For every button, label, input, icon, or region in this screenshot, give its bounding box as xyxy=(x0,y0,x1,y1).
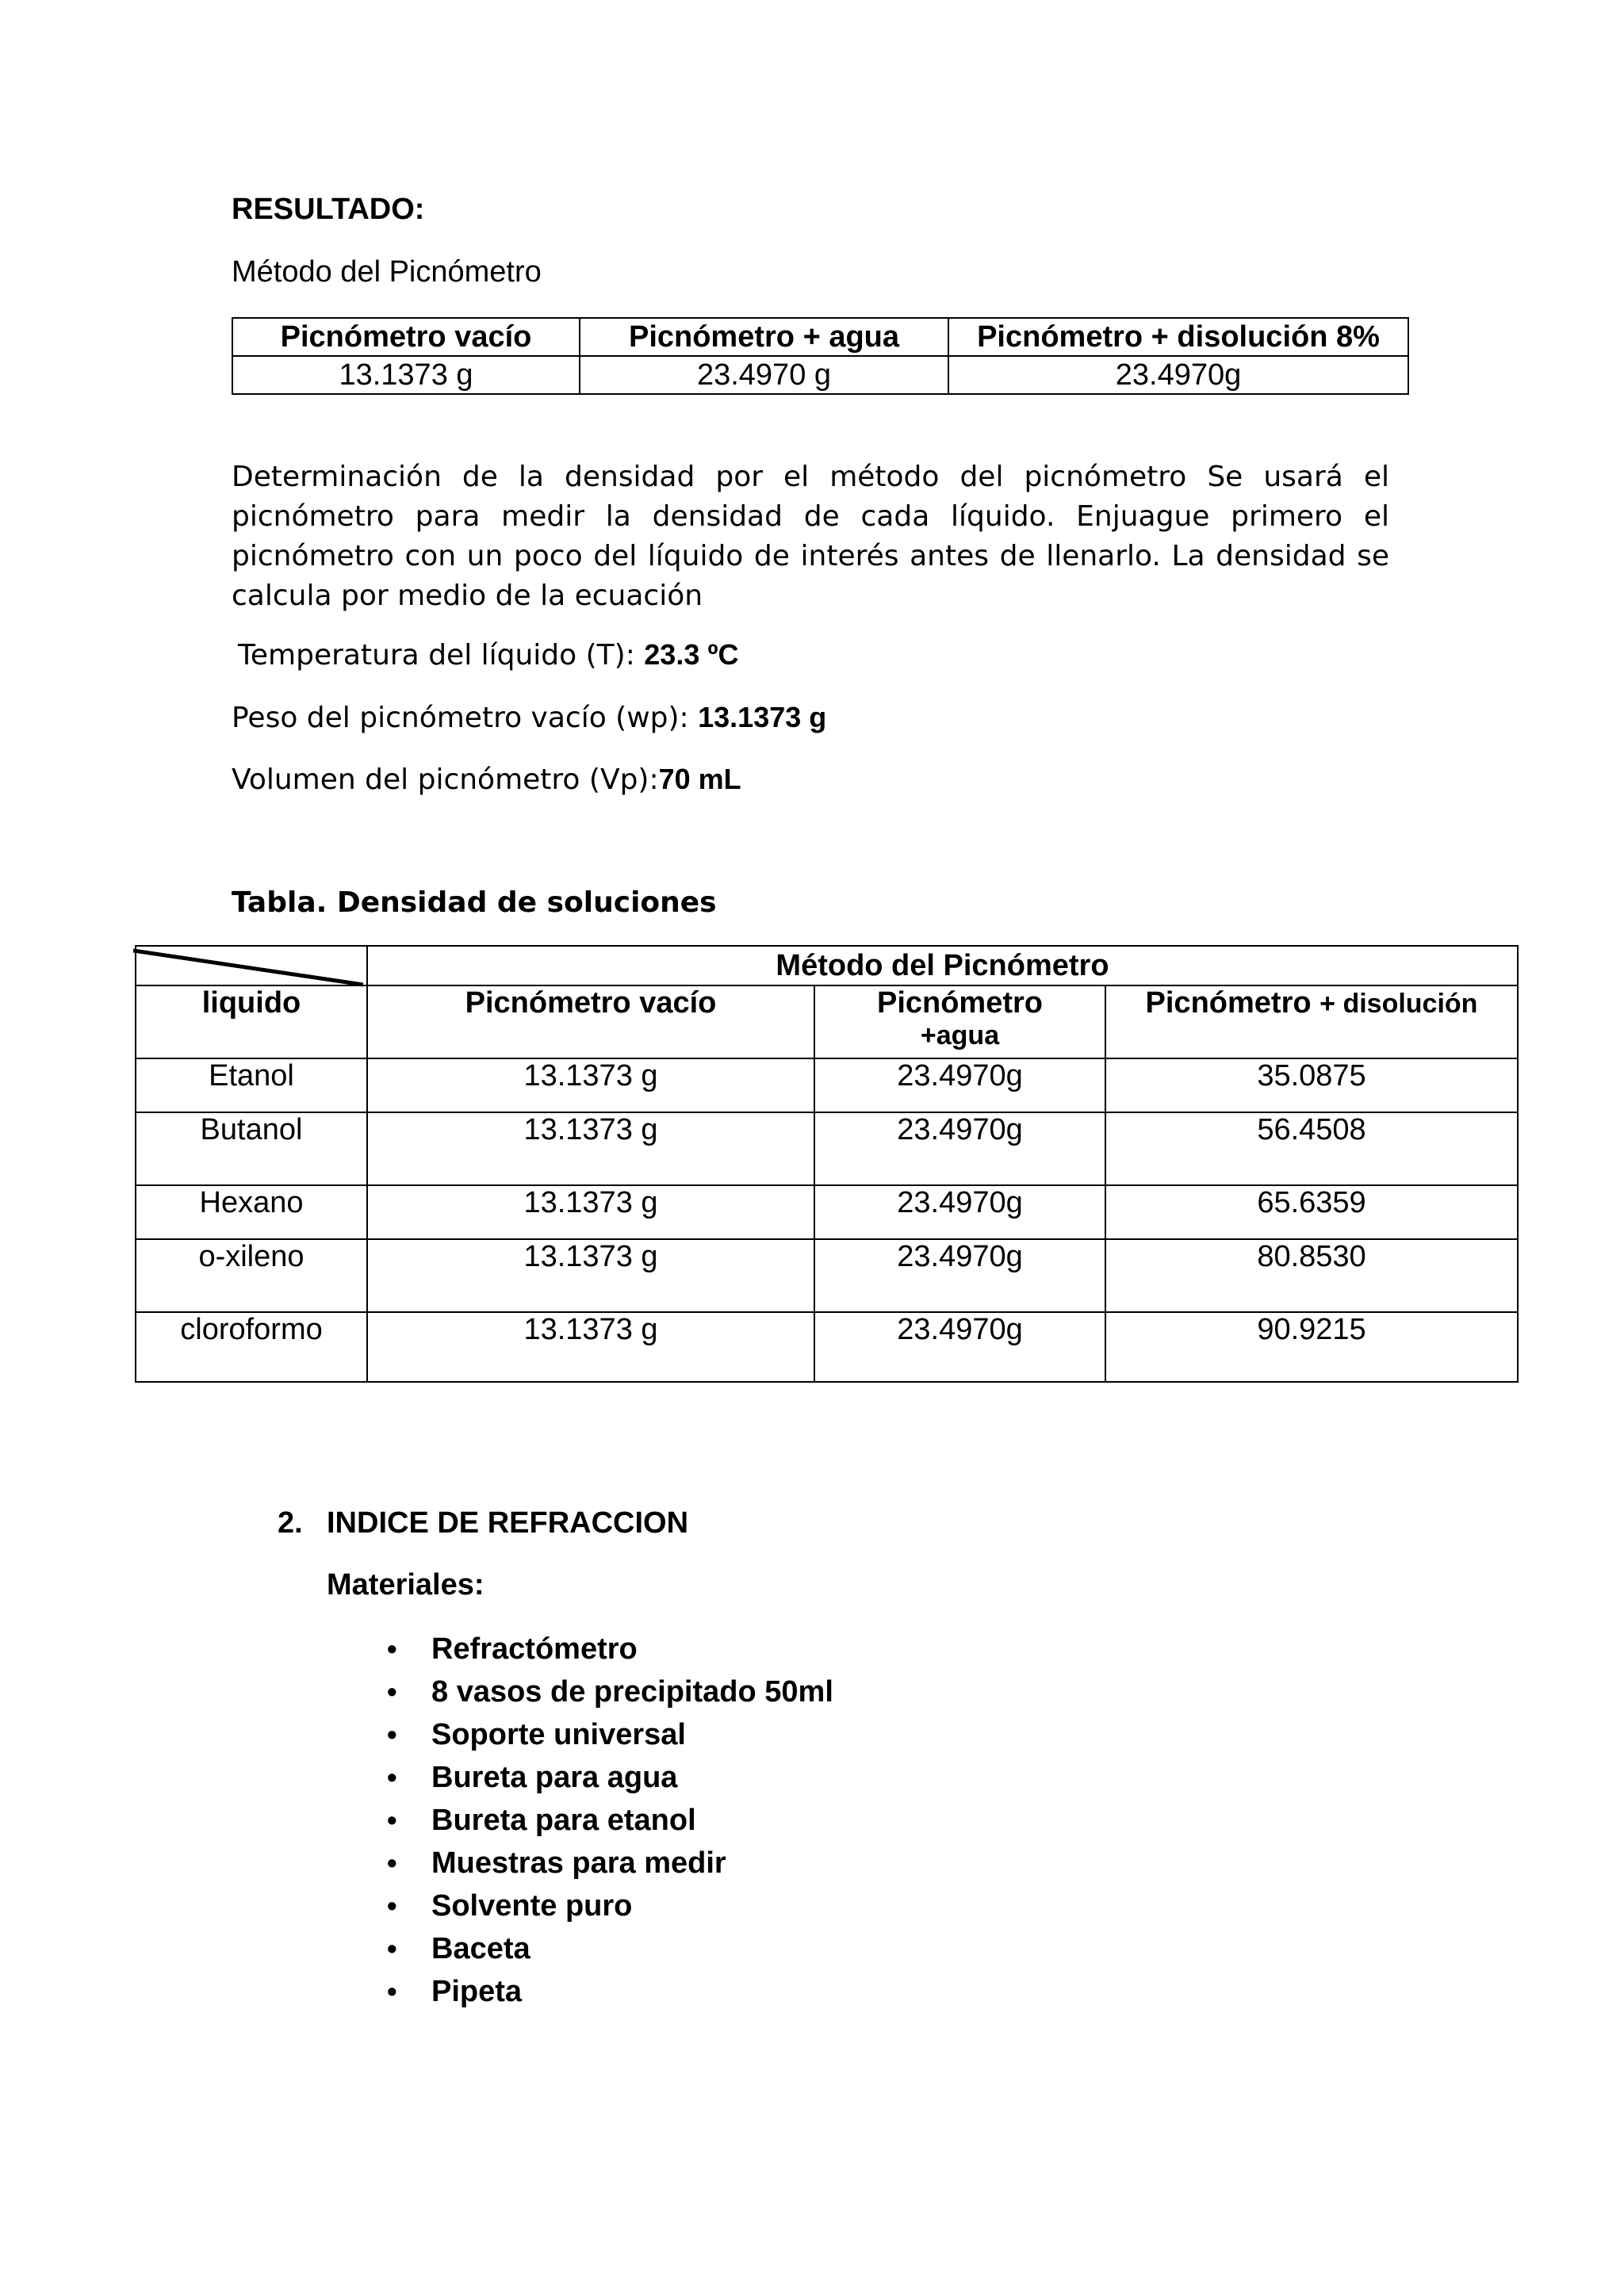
empty-weight-value: 13.1373 g xyxy=(698,701,827,733)
cell-solution: 65.6359 xyxy=(1105,1185,1518,1239)
temperature-line xyxy=(238,638,739,672)
header-water: Picnómetro + agua xyxy=(580,318,948,356)
list-item xyxy=(387,1970,833,2013)
cell-water: 23.4970g xyxy=(814,1312,1105,1382)
col-empty-header: Picnómetro vacío xyxy=(367,985,814,1058)
cell-solution: 35.0875 xyxy=(1105,1058,1518,1112)
group-header: Método del Picnómetro xyxy=(367,946,1518,985)
table-row xyxy=(232,356,1408,394)
cell-empty: 13.1373 g xyxy=(232,356,580,394)
cell-liquid: Etanol xyxy=(136,1058,367,1112)
list-item-label: Soporte universal xyxy=(431,1718,686,1751)
list-item xyxy=(387,1842,833,1885)
list-item xyxy=(387,1713,833,1756)
empty-weight-line xyxy=(232,701,826,734)
section-2-title: INDICE DE REFRACCION xyxy=(327,1506,689,1540)
list-item xyxy=(387,1628,833,1670)
bullet-icon: • xyxy=(387,1889,397,1922)
list-item-label: Solvente puro xyxy=(431,1889,633,1923)
materials-list xyxy=(387,1628,833,2013)
section-heading: RESULTADO: xyxy=(232,193,425,226)
cell-empty: 13.1373 g xyxy=(367,1185,814,1239)
table-row xyxy=(136,1185,1518,1239)
bullet-icon: • xyxy=(387,1675,397,1708)
list-item-label: Bureta para agua xyxy=(431,1761,678,1794)
materials-heading: Materiales: xyxy=(327,1568,485,1601)
col-solution-header-part1: Picnómetro xyxy=(1145,986,1312,1020)
pycnometer-summary-table xyxy=(232,317,1409,395)
list-item-label: Muestras para medir xyxy=(431,1846,726,1880)
col-solution-header-part2: + disolución xyxy=(1320,989,1478,1019)
cell-liquid: o-xileno xyxy=(136,1239,367,1312)
col-water-header-line1: Picnómetro xyxy=(876,986,1044,1020)
table-row xyxy=(136,1239,1518,1312)
table-header-row xyxy=(232,318,1408,356)
list-item xyxy=(387,1885,833,1927)
col-water-header xyxy=(814,985,1105,1058)
bullet-icon: • xyxy=(387,1932,397,1965)
temperature-value: 23.3 ºC xyxy=(644,638,739,671)
diagonal-corner-cell xyxy=(136,946,367,985)
col-solution-header xyxy=(1105,985,1518,1058)
cell-water: 23.4970g xyxy=(814,1185,1105,1239)
cell-liquid: Butanol xyxy=(136,1112,367,1185)
cell-empty: 13.1373 g xyxy=(367,1239,814,1312)
bullet-icon: • xyxy=(387,1718,397,1751)
cell-solution: 80.8530 xyxy=(1105,1239,1518,1312)
cell-solution: 90.9215 xyxy=(1105,1312,1518,1382)
group-header-row xyxy=(136,946,1518,985)
bullet-icon: • xyxy=(387,1975,397,2007)
header-empty: Picnómetro vacío xyxy=(232,318,580,356)
volume-line xyxy=(232,763,741,796)
list-item xyxy=(387,1799,833,1842)
table-row xyxy=(136,1058,1518,1112)
list-item-label: Baceta xyxy=(431,1932,530,1965)
cell-solution: 56.4508 xyxy=(1105,1112,1518,1185)
section-2-number: 2. xyxy=(278,1506,303,1540)
density-table xyxy=(135,945,1519,1383)
empty-weight-label: Peso del picnómetro vacío (wp): xyxy=(232,702,699,734)
list-item xyxy=(387,1670,833,1713)
column-header-row xyxy=(136,985,1518,1058)
header-solution: Picnómetro + disolución 8% xyxy=(948,318,1408,356)
cell-empty: 13.1373 g xyxy=(367,1312,814,1382)
cell-empty: 13.1373 g xyxy=(367,1058,814,1112)
cell-empty: 13.1373 g xyxy=(367,1112,814,1185)
diagonal-line xyxy=(133,947,363,988)
cell-water: 23.4970 g xyxy=(580,356,948,394)
bullet-icon: • xyxy=(387,1761,397,1793)
list-item-label: Refractómetro xyxy=(431,1632,638,1666)
volume-value: 70 mL xyxy=(658,763,741,795)
cell-liquid: cloroformo xyxy=(136,1312,367,1382)
list-item xyxy=(387,1756,833,1799)
cell-water: 23.4970g xyxy=(814,1058,1105,1112)
col-water-header-line2: +agua xyxy=(920,1020,1000,1050)
cell-water: 23.4970g xyxy=(814,1112,1105,1185)
temperature-label: Temperatura del líquido (T): xyxy=(238,639,645,672)
method-subheading: Método del Picnómetro xyxy=(232,255,542,289)
section-2-heading xyxy=(278,1506,688,1540)
table-caption: Tabla. Densidad de soluciones xyxy=(232,886,717,919)
list-item xyxy=(387,1927,833,1970)
col-liquid-header: liquido xyxy=(136,985,367,1058)
list-item-label: 8 vasos de precipitado 50ml xyxy=(431,1675,833,1709)
bullet-icon: • xyxy=(387,1632,397,1665)
list-item-label: Bureta para etanol xyxy=(431,1804,696,1837)
cell-liquid: Hexano xyxy=(136,1185,367,1239)
method-description: Determinación de la densidad por el método del picnómetro Se usará el picnómetro para medir la densidad de cada líquido. Enjuague primero el picnómetro con un poco del líquido de interés antes de llenarlo. La densidad se calcula por medio de la ecuación xyxy=(232,461,1389,612)
bullet-icon: • xyxy=(387,1846,397,1879)
list-item-label: Pipeta xyxy=(431,1975,523,2008)
cell-solution: 23.4970g xyxy=(948,356,1408,394)
cell-water: 23.4970g xyxy=(814,1239,1105,1312)
table-row xyxy=(136,1312,1518,1382)
table-row xyxy=(136,1112,1518,1185)
volume-label: Volumen del picnómetro (Vp): xyxy=(232,763,659,796)
bullet-icon: • xyxy=(387,1804,397,1836)
